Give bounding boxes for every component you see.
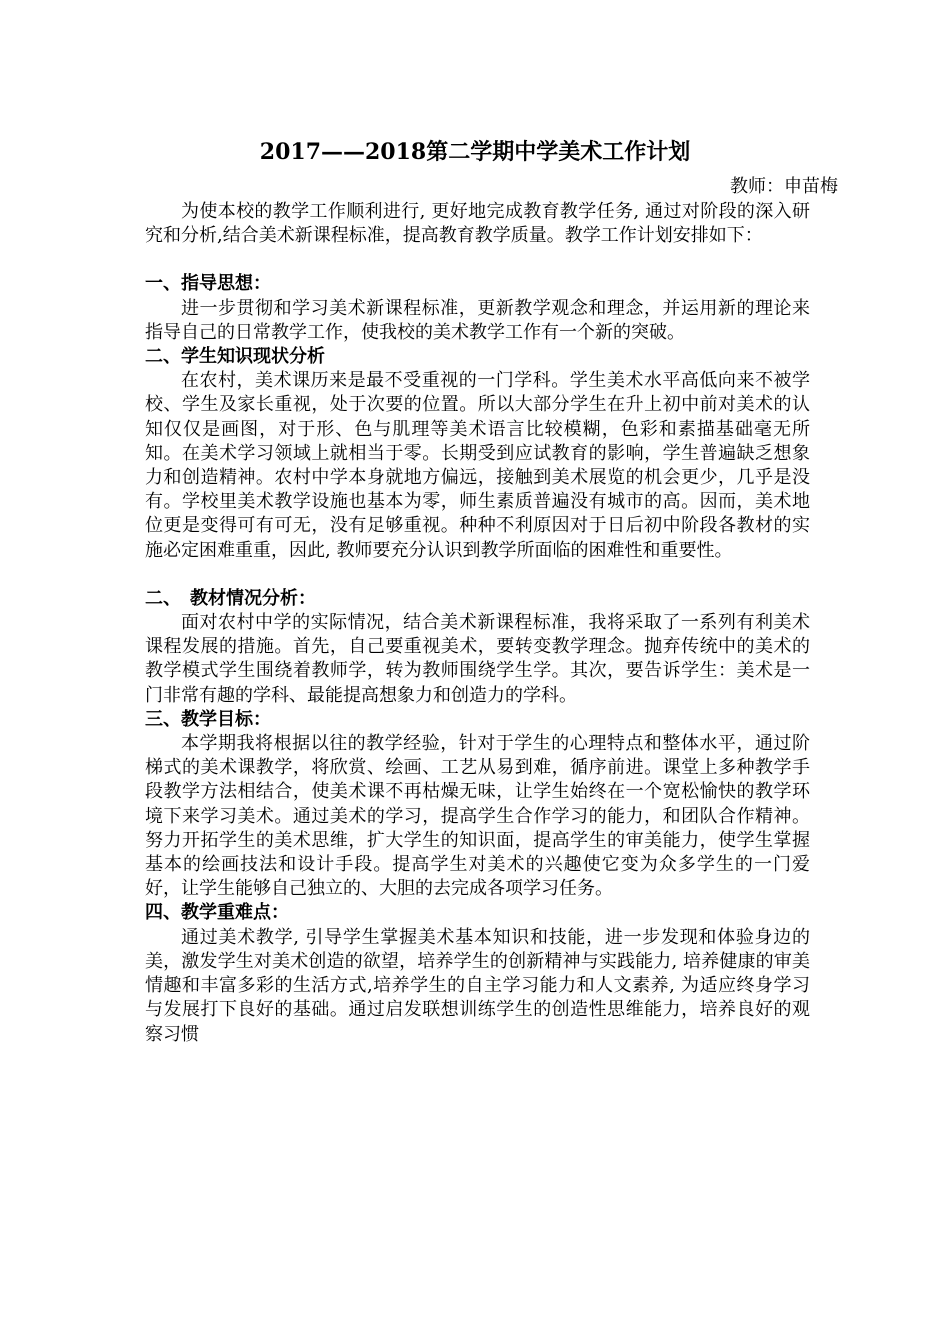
section-text-guiding-thought: 进一步贯彻和学习美术新课程标准，更新教学观念和理念，并运用新的理论来指导自己的日常教学工作，使我校的美术教学工作有一个新的突破。 (145, 297, 810, 343)
intro-paragraph: 为使本校的教学工作顺利进行, 更好地完成教育教学任务, 通过对阶段的深入研究和分析,结合美术新课程标准，提高教育教学质量。教学工作计划安排如下： (145, 201, 810, 247)
section-heading-student-analysis: 二、学生知识现状分析 (145, 346, 325, 368)
section-heading-textbook-analysis: 二、 教材情况分析： (145, 587, 316, 609)
section-text-student-analysis: 在农村，美术课历来是最不受重视的一门学科。学生美术水平高低向来不被学校、学生及家长重视，处于次要的位置。所以大部分学生在升上初中前对美术的认知仅仅是画图，对于形、色与肌理等美术语言比较模糊，色彩和素描基础毫无所知。在美术学习领域上就相当于零。长期受到应试教育的影响，学生普遍缺乏想象力和创造精神。农村中学本身就地方偏远，接触到美术展览的机会更少，几乎是没有。学校里美术教学设施也基本为零，师生素质普遍没有城市的高。因而，美术地位更是变得可有可无，没有足够重视。种种不利原因对于日后初中阶段各教材的实施必定困难重重，因此, 教师要充分认识到教学所面临的困难性和重要性。 (145, 370, 810, 561)
document-body (145, 200, 810, 1047)
document-author: 教师：申苗梅 (730, 176, 838, 197)
section-text-textbook-analysis: 面对农村中学的实际情况，结合美术新课程标准，我将采取了一系列有利美术课程发展的措施。首先，自己要重视美术，要转变教学理念。抛弃传统中的美术的教学模式学生围绕着教师学，转为教师围绕学生学。其次，要告诉学生：美术是一门非常有趣的学科、最能提高想象力和创造力的学科。 (145, 612, 810, 706)
spacer (145, 563, 810, 587)
section-text-key-points: 通过美术教学, 引导学生掌握美术基本知识和技能，进一步发现和体验身边的美，激发学生对美术创造的欲望，培养学生的创新精神与实践能力, 培养健康的审美情趣和丰富多彩的生活方式,培养学生的自主学习能力和人文素养, 为适应终身学习与发展打下良好的基础。通过启发联想训练学生的创造性思维能力，培养良好的观察习惯 (145, 926, 810, 1045)
section-heading-teaching-goals: 三、教学目标： (145, 708, 271, 730)
section-heading-guiding-thought: 一、指导思想： (145, 273, 271, 295)
document-title: 2017——2018第二学期中学美术工作计划 (259, 139, 691, 165)
section-heading-key-points: 四、教学重难点： (145, 902, 289, 924)
section-text-teaching-goals: 本学期我将根据以往的教学经验，针对于学生的心理特点和整体水平，通过阶梯式的美术课教学，将欣赏、绘画、工艺从易到难，循序前进。课堂上多种教学手段教学方法相结合，使美术课不再枯燥无味，让学生始终在一个宽松愉快的教学环境下来学习美术。通过美术的学习，提高学生合作学习的能力，和团队合作精神。努力开拓学生的美术思维，扩大学生的知识面，提高学生的审美能力，使学生掌握基本的绘画技法和设计手段。提高学生对美术的兴趣使它变为众多学生的一门爱好，让学生能够自己独立的、大胆的去完成各项学习任务。 (145, 733, 810, 900)
spacer (145, 248, 810, 272)
